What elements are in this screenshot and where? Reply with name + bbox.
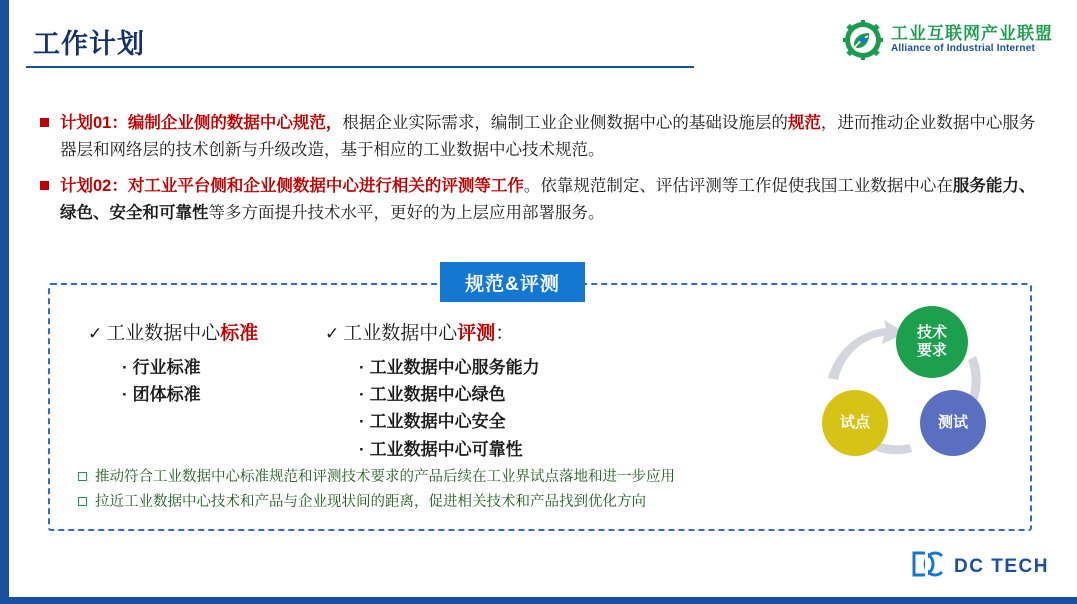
panel-title-badge: 规范&评测: [440, 262, 585, 302]
list-item: [40, 173, 1040, 226]
left-accent-bar: [0, 0, 9, 604]
evaluation-heading-prefix: 工业数据中心: [343, 323, 458, 344]
evaluation-item-1: 工业数据中心绿色: [369, 385, 506, 405]
check-icon: ✓: [325, 324, 340, 343]
green-square-bullet-icon: [78, 472, 87, 481]
dot-icon: ·: [359, 439, 365, 459]
bullet-text-2: [60, 173, 1040, 226]
list-item: [122, 354, 308, 381]
gear-leaf-icon: [843, 20, 883, 60]
bullet-text-1: [60, 110, 1040, 163]
cycle-node-0: [896, 306, 968, 378]
cycle-node-2: 试点: [822, 390, 888, 456]
bullet-1-seg-3: 规范: [787, 114, 821, 132]
bullet-2-seg-1: 计划02：对工业平台侧和企业侧数据中心进行相关的评测等工作: [60, 177, 524, 196]
bullet-2-seg-3: 服务能力、绿色、安全和可靠性: [60, 177, 1036, 223]
red-square-bullet-icon: [40, 181, 49, 190]
list-item: [78, 466, 908, 488]
note-text-1: 拉近工业数据中心技术和产品与企业现状间的距离，促进相关技术和产品找到优化方向: [95, 494, 646, 511]
evaluation-item-3: 工业数据中心可靠性: [369, 439, 523, 459]
list-item: [359, 354, 625, 381]
footer-brand-text: DC TECH: [954, 555, 1049, 577]
footer-brand: [911, 549, 1049, 584]
dot-icon: ·: [359, 385, 365, 405]
brand-logo: [843, 20, 1053, 60]
list-item: [359, 436, 625, 463]
list-item: [78, 491, 908, 513]
evaluation-heading-keyword: 评测: [457, 323, 496, 344]
cycle-node-1: 测试: [920, 390, 986, 456]
bottom-accent-bar: [0, 597, 1077, 604]
standards-column: [88, 318, 308, 408]
evaluation-item-0: 工业数据中心服务能力: [369, 358, 540, 377]
evaluation-item-2: 工业数据中心安全: [369, 412, 506, 432]
list-item: [40, 110, 1040, 163]
standards-heading: [88, 318, 308, 345]
standards-item-1: 团体标准: [132, 385, 201, 405]
dot-icon: ·: [359, 412, 365, 432]
dc-tech-icon: [911, 549, 947, 584]
check-icon: ✓: [88, 324, 103, 343]
note-text-0: 推动符合工业数据中心标准规范和评测技术要求的产品后续在工业界试点落地和进一步应用: [95, 469, 675, 485]
bullet-2-seg-2: 。依靠规范制定、评估评测等工作促使我国工业数据中心在: [523, 177, 953, 196]
list-item: [359, 381, 625, 408]
list-item: [359, 408, 625, 435]
evaluation-heading: [325, 318, 625, 345]
evaluation-sublist: [359, 354, 625, 463]
cycle-node-0-line2: 要求: [916, 342, 947, 359]
bullet-list: [40, 110, 1040, 237]
cycle-node-0-line1: 技术: [916, 324, 947, 341]
brand-name-en: Alliance of Industrial Internet: [891, 43, 1035, 55]
evaluation-heading-suffix: ：: [495, 323, 515, 344]
cycle-diagram: [800, 300, 1010, 465]
cycle-node-0-label: [917, 324, 947, 360]
brand-name-cn: 工业互联网产业联盟: [891, 23, 1053, 43]
bullet-2-seg-4: 等多方面提升技术水平，更好的为上层应用部署服务。: [208, 204, 605, 223]
dot-icon: ·: [122, 358, 128, 377]
bullet-1-seg-4: ，进而推动企业数据中心服务器层和网络层的技术创新与升级改造，基于相应的工业数据中心技术规范。: [60, 114, 1036, 159]
evaluation-column: [325, 318, 625, 463]
dot-icon: ·: [122, 385, 128, 405]
standards-heading-prefix: 工业数据中心: [106, 323, 221, 344]
page-title: 工作计划: [33, 29, 145, 59]
standards-item-0: 行业标准: [132, 358, 201, 377]
green-square-bullet-icon: [78, 497, 87, 506]
dot-icon: ·: [359, 358, 365, 377]
panel-notes: [78, 466, 908, 517]
standards-heading-keyword: 标准: [220, 323, 259, 344]
bullet-1-seg-1: 计划01：编制企业侧的数据中心规范，: [60, 114, 343, 132]
red-square-bullet-icon: [40, 118, 49, 127]
bullet-1-seg-2: 根据企业实际需求，编制工业企业侧数据中心的基础设施层的: [342, 114, 788, 132]
list-item: [122, 381, 308, 408]
brand-text: [891, 25, 1053, 56]
standards-sublist: [122, 354, 308, 408]
title-underline: [26, 66, 694, 68]
